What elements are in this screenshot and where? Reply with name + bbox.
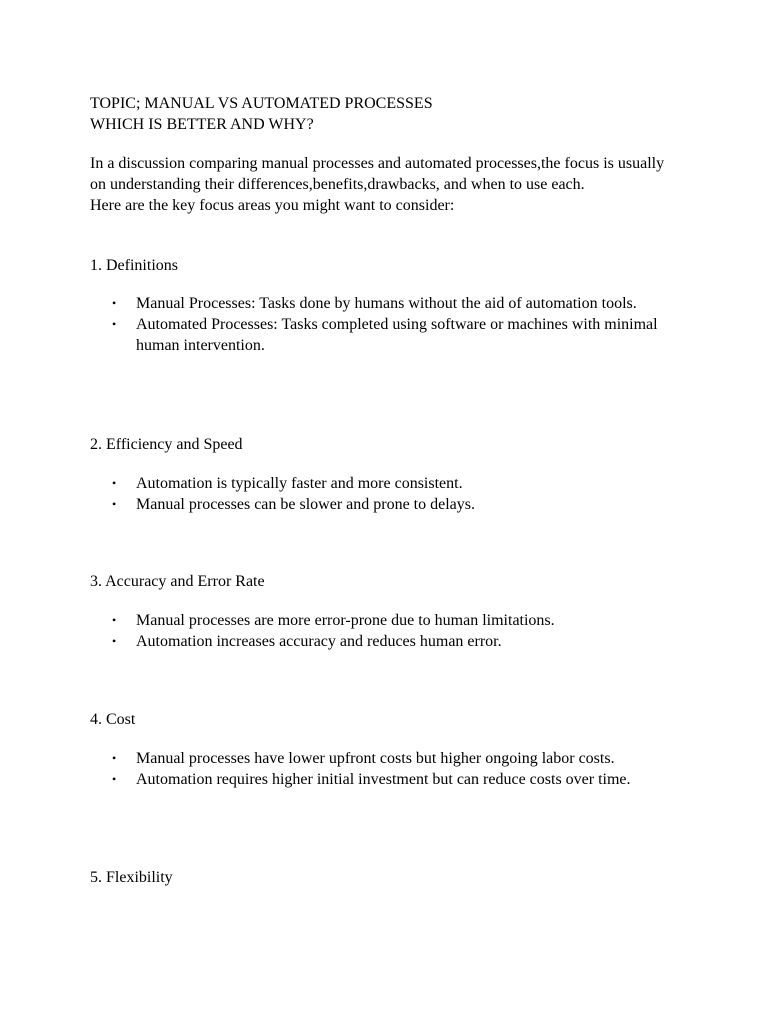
section-heading-accuracy: 3. Accuracy and Error Rate — [90, 573, 265, 590]
section-heading-definitions: 1. Definitions — [90, 257, 178, 274]
list-item — [90, 748, 680, 769]
bullet-list-efficiency — [90, 473, 680, 515]
list-item — [90, 494, 680, 515]
list-item-text: Automation is typically faster and more consistent. — [136, 475, 463, 492]
intro-text: In a discussion comparing manual processes and automated processes,the focus is usually on understanding their differences,benefits,drawbacks, and when to use each. — [90, 155, 665, 193]
section-heading-efficiency: 2. Efficiency and Speed — [90, 436, 243, 453]
list-item — [90, 473, 680, 494]
list-item-text: Automation requires higher initial investment but can reduce costs over time. — [136, 771, 631, 788]
bullet-list-accuracy — [90, 610, 680, 652]
bullet-icon: • — [112, 497, 117, 511]
bullet-icon: • — [112, 634, 117, 648]
list-item — [90, 631, 680, 652]
list-item-text: Automated Processes: Tasks completed using software or machines with minimal human intervention. — [136, 316, 658, 354]
document-title — [90, 93, 680, 135]
section-heading-cost: 4. Cost — [90, 711, 136, 728]
intro-text-focus-areas: Here are the key focus areas you might want to consider: — [90, 197, 455, 214]
list-item-text: Manual processes are more error-prone due to human limitations. — [136, 612, 555, 629]
list-item — [90, 314, 680, 356]
title-line-topic: TOPIC; MANUAL VS AUTOMATED PROCESSES — [90, 95, 433, 112]
bullet-list-cost — [90, 748, 680, 790]
bullet-icon: • — [112, 613, 117, 627]
bullet-list-definitions — [90, 293, 680, 356]
bullet-icon: • — [112, 772, 117, 786]
bullet-icon: • — [112, 476, 117, 490]
list-item — [90, 293, 680, 314]
list-item-text: Automation increases accuracy and reduces human error. — [136, 633, 502, 650]
title-line-question: WHICH IS BETTER AND WHY? — [90, 116, 314, 133]
list-item-text: Manual processes can be slower and prone to delays. — [136, 496, 475, 513]
bullet-icon: • — [112, 751, 117, 765]
list-item-text: Manual processes have lower upfront costs but higher ongoing labor costs. — [136, 750, 615, 767]
bullet-icon: • — [112, 296, 117, 310]
bullet-icon: • — [112, 317, 117, 331]
section-heading-flexibility: 5. Flexibility — [90, 869, 173, 886]
list-item — [90, 769, 680, 790]
list-item-text: Manual Processes: Tasks done by humans without the aid of automation tools. — [136, 295, 637, 312]
list-item — [90, 610, 680, 631]
intro-paragraph — [90, 153, 680, 216]
